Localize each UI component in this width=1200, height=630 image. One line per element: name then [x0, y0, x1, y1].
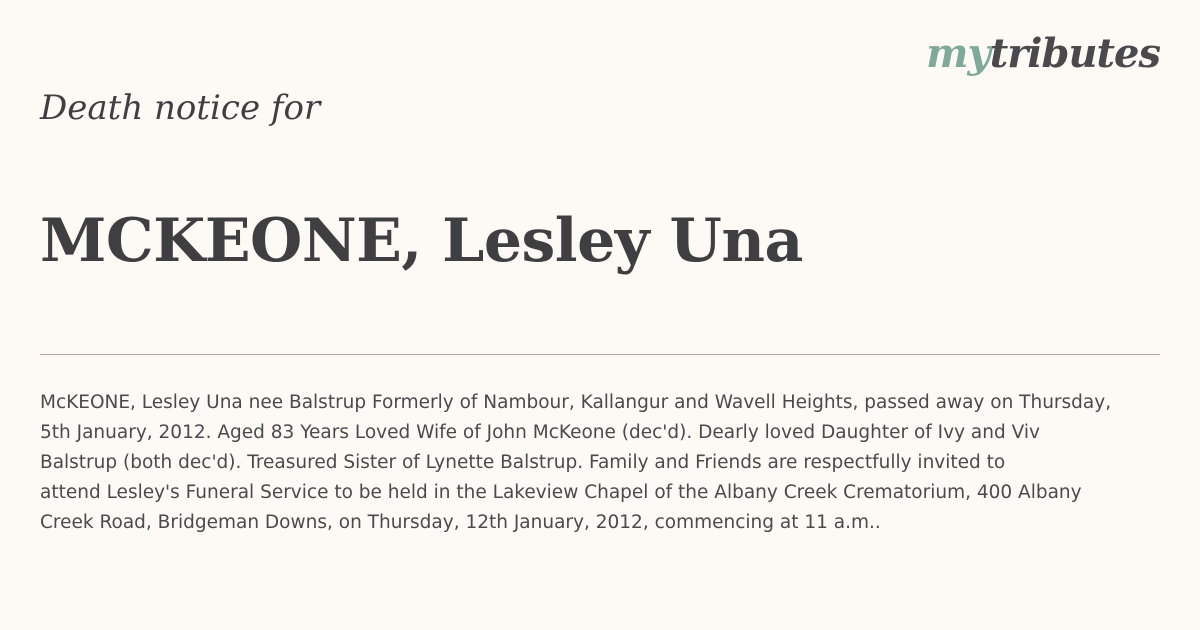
notice-line: McKEONE, Lesley Una nee Balstrup Formerly of Nambour, Kallangur and Wavell Heights, passed away on Thursday, [40, 392, 1112, 413]
logo-suffix: tributes [989, 30, 1160, 77]
deceased-name: MCKEONE, Lesley Una [40, 206, 803, 276]
notice-kicker: Death notice for [40, 88, 321, 128]
notice-line: attend Lesley's Funeral Service to be held in the Lakeview Chapel of the Albany Creek Crematorium, 400 Albany [40, 482, 1082, 503]
notice-line: Balstrup (both dec'd). Treasured Sister of Lynette Balstrup. Family and Friends are respectfully invited to [40, 452, 1006, 473]
mytributes-logo[interactable] [926, 30, 1160, 77]
logo-prefix: my [926, 30, 990, 77]
notice-line: Creek Road, Bridgeman Downs, on Thursday, 12th January, 2012, commencing at 11 a.m.. [40, 512, 881, 533]
notice-line: 5th January, 2012. Aged 83 Years Loved Wife of John McKeone (dec'd). Dearly loved Daughter of Ivy and Viv [40, 422, 1040, 443]
notice-text [40, 388, 1180, 538]
divider [40, 354, 1160, 355]
